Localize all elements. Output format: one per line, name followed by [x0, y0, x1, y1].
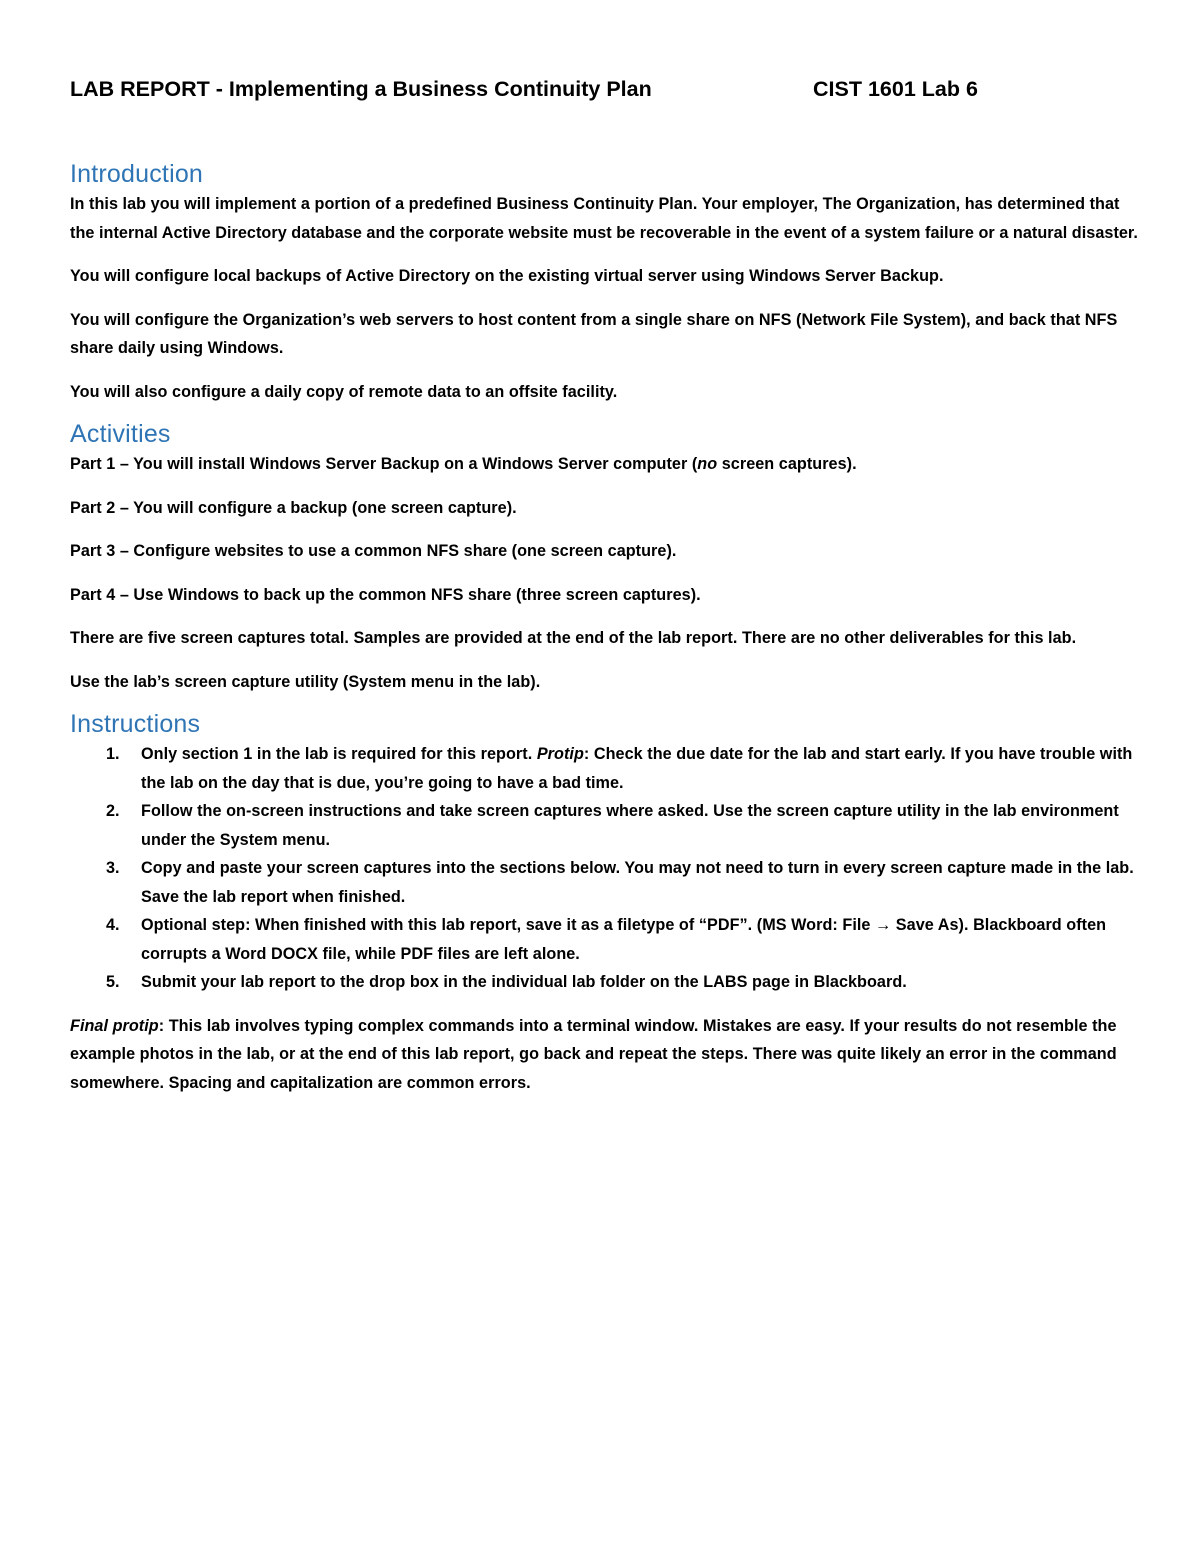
activities-utility-note: Use the lab’s screen capture utility (System menu in the lab). [70, 672, 541, 691]
introduction-paragraph: You will also configure a daily copy of remote data to an offsite facility. [70, 382, 618, 401]
instruction-item [70, 968, 1145, 997]
introduction-heading: Introduction [70, 160, 204, 188]
instruction-number: 5. [106, 973, 120, 991]
course-label: CIST 1601 Lab 6 [813, 77, 978, 101]
activities-section [70, 418, 1145, 696]
final-protip-label: Final protip [70, 1016, 159, 1035]
final-protip-text: : This lab involves typing complex commands into a terminal window. Mistakes are easy. If your results do not resemble the example photos in the lab, or at the end of this lab report, go back and repeat the steps. There was quite likely an error in the command somewhere. Spacing and capitalization are common errors. [70, 1016, 1117, 1092]
instructions-list [70, 740, 1145, 997]
instruction-text: Optional step: When finished with this lab report, save it as a filetype of “PDF”. (MS Word: File → Save As). Blackboard often corrupts a Word DOCX file, while PDF files are left alone. [141, 916, 1107, 963]
introduction-paragraph: You will configure local backups of Active Directory on the existing virtual server using Windows Server Backup. [70, 267, 944, 285]
document-title: LAB REPORT - Implementing a Business Continuity Plan [70, 77, 652, 101]
activities-summary: There are five screen captures total. Samples are provided at the end of the lab report. There are no other deliverables for this lab. [70, 629, 1077, 647]
activities-heading: Activities [70, 420, 171, 448]
activity-part-1-text: Part 1 – You will install Windows Server Backup on a Windows Server computer ( [70, 455, 698, 473]
instruction-number: 4. [106, 916, 120, 934]
instruction-number: 1. [106, 745, 120, 763]
activity-part-3: Part 3 – Configure websites to use a common NFS share (one screen capture). [70, 542, 677, 560]
instruction-item [70, 854, 1145, 911]
final-protip [70, 1012, 1145, 1098]
instruction-text: Only section 1 in the lab is required for this report. [141, 745, 537, 763]
instruction-text: Follow the on-screen instructions and take screen captures where asked. Use the screen capture utility in the lab environment under the System menu. [141, 802, 1119, 849]
instruction-text: Submit your lab report to the drop box in the individual lab folder on the LABS page in Blackboard. [141, 973, 907, 991]
instruction-item [70, 797, 1145, 854]
activity-part-1-emphasis: no [697, 455, 718, 473]
instruction-number: 2. [106, 802, 120, 820]
activity-part-2: Part 2 – You will configure a backup (one screen capture). [70, 498, 517, 517]
activity-part-1-text-end: screen captures). [717, 455, 857, 473]
document-page [70, 72, 1145, 1097]
activity-part-1 [70, 450, 1145, 479]
instructions-heading: Instructions [70, 710, 201, 738]
instruction-emphasis: Protip [536, 745, 584, 763]
introduction-paragraph: You will configure the Organization’s web servers to host content from a single share on NFS (Network File System), and back that NFS share daily using Windows. [70, 310, 1118, 357]
introduction-section [70, 158, 1145, 406]
instruction-text-end: : Check the due date for the lab and start early. If you have trouble with the lab on the day that is due, you’re going to have a bad time. [141, 745, 1133, 792]
instructions-section [70, 708, 1145, 1097]
document-header [70, 72, 1145, 106]
activity-part-4: Part 4 – Use Windows to back up the common NFS share (three screen captures). [70, 585, 701, 604]
instruction-item [70, 740, 1145, 797]
instruction-number: 3. [106, 859, 120, 877]
instruction-item [70, 911, 1145, 968]
instruction-text: Copy and paste your screen captures into the sections below. You may not need to turn in every screen capture made in the lab. Save the lab report when finished. [141, 859, 1134, 906]
introduction-paragraph: In this lab you will implement a portion of a predefined Business Continuity Plan. Your employer, The Organization, has determined that the internal Active Directory database and the corporate website must be recoverable in the event of a system failure or a natural disaster. [70, 195, 1138, 242]
